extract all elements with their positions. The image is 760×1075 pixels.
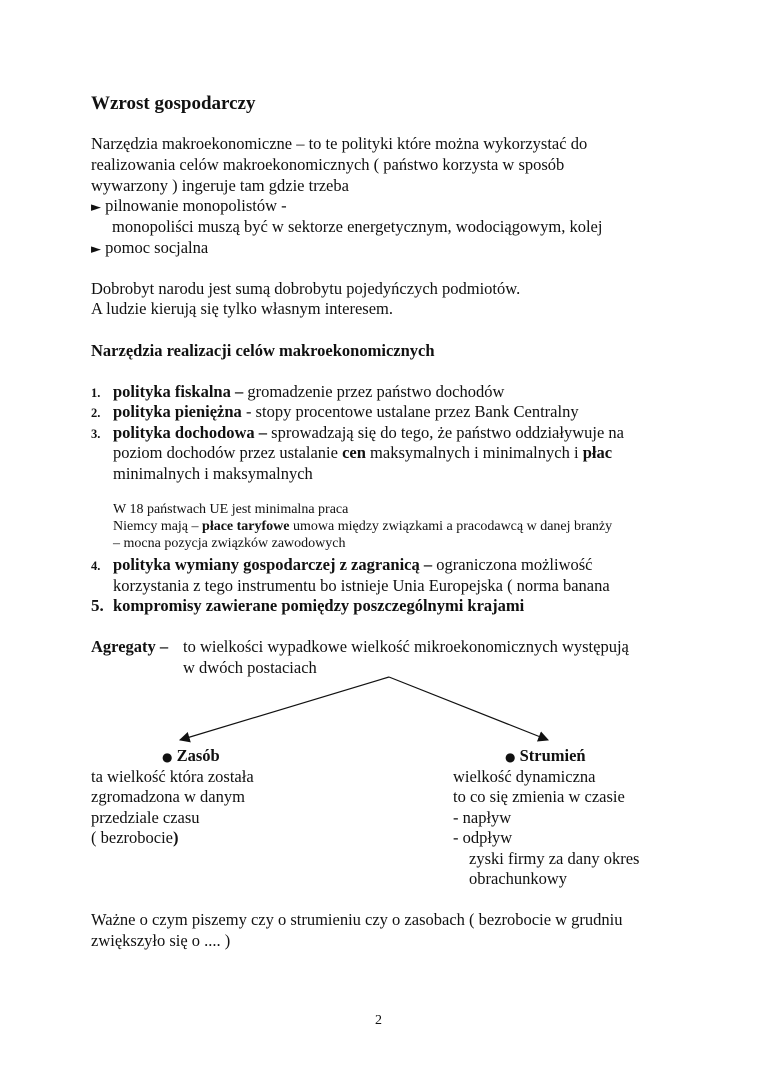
triangle-bullet-icon: ►	[91, 242, 101, 257]
text-segment: poziom dochodów przez ustalanie	[113, 443, 343, 462]
list-desc: gromadzenie przez państwo dochodów	[243, 382, 505, 401]
text-segment: umowa między związkami a pracodawcą w danej branży	[289, 519, 613, 534]
note-line-1: W 18 państwach UE jest minimalna praca	[113, 502, 349, 517]
list-number: 1.	[91, 386, 101, 400]
flow-line-6: obrachunkowy	[469, 869, 568, 888]
triangle-bullet-icon: ►	[91, 200, 101, 215]
list-desc: - stopy procentowe ustalane przez Bank Centralny	[241, 402, 579, 421]
text-segment: maksymalnych i minimalnych i	[365, 443, 583, 462]
stock-line-3: przedziale czasu	[91, 808, 200, 827]
text-bold: )	[173, 828, 179, 847]
bullet-dot-icon: ●	[162, 750, 173, 764]
stock-line-4	[91, 827, 179, 848]
closing-line-1: Ważne o czym piszemy czy o strumieniu czy o zasobach ( bezrobocie w grudniu	[91, 910, 623, 929]
note-line-3: – mocna pozycja związków zawodowych	[113, 536, 346, 551]
list-term: polityka pieniężna	[113, 402, 242, 421]
stock-line-2: zgromadzona w danym	[91, 787, 245, 806]
list-number: 2.	[91, 406, 101, 420]
flow-line-2: to co się zmienia w czasie	[453, 787, 625, 806]
intro-line-2: realizowania celów makroekonomicznych ( państwo korzysta w sposób	[91, 155, 565, 174]
text-segment: Niemcy mają –	[113, 519, 203, 534]
page-title: Wzrost gospodarczy	[91, 93, 256, 114]
flow-line-3: - napływ	[453, 808, 512, 827]
list-number: 3.	[91, 427, 101, 441]
stock-title: Zasób	[176, 746, 220, 765]
flow-line-1: wielkość dynamiczna	[453, 767, 596, 786]
wealth-line-1: Dobrobyt narodu jest sumą dobrobytu pojedyńczych podmiotów.	[91, 279, 521, 298]
bullet-dot-icon: ●	[505, 750, 516, 764]
list-term: polityka dochodowa –	[113, 423, 268, 442]
list-number: 5.	[91, 596, 104, 615]
section-heading: Narzędzia realizacji celów makroekonomicznych	[91, 341, 435, 360]
flow-heading	[505, 745, 586, 768]
list-item-3-line-3: minimalnych i maksymalnych	[113, 464, 313, 483]
aggregates-text-2: w dwóch postaciach	[183, 658, 317, 677]
list-number: 4.	[91, 559, 101, 573]
aggregates-text-1: to wielkości wypadkowe wielkość mikroekonomicznych występują	[183, 637, 629, 656]
list-desc: sprowadzają się do tego, że państwo oddziaływuje na	[267, 423, 624, 442]
stock-heading	[162, 745, 220, 768]
list-term: polityka fiskalna –	[113, 382, 244, 401]
flow-line-5: zyski firmy za dany okres	[469, 849, 640, 868]
text-bold: płac	[582, 443, 613, 462]
list-term: polityka wymiany gospodarczej z zagranicą –	[113, 555, 433, 574]
intro-line-1: Narzędzia makroekonomiczne – to te polityki które można wykorzystać do	[91, 134, 588, 153]
stock-line-1: ta wielkość która została	[91, 767, 254, 786]
arrow-to-flow	[389, 677, 548, 740]
bullet-continuation: monopoliści muszą być w sektorze energetycznym, wodociągowym, kolej	[112, 217, 603, 236]
aggregates-label: Agregaty –	[91, 637, 169, 656]
page-number: 2	[375, 1013, 382, 1028]
wealth-line-2: A ludzie kierują się tylko własnym interesem.	[91, 299, 393, 318]
bullet-text: pilnowanie monopolistów -	[105, 196, 287, 215]
flow-title: Strumień	[519, 746, 586, 765]
list-item-4-line-2: korzystania z tego instrumentu bo istnieje Unia Europejska ( norma banana	[113, 576, 610, 595]
list-desc: ograniczona możliwość	[432, 555, 593, 574]
arrow-to-stock	[180, 677, 389, 740]
text-bold: płace taryfowe	[202, 519, 290, 534]
flow-line-4: - odpływ	[453, 828, 513, 847]
text-bold: cen	[342, 443, 366, 462]
intro-line-3: wywarzony ) ingeruje tam gdzie trzeba	[91, 176, 349, 195]
text-segment: ( bezrobocie	[91, 828, 173, 847]
list-term: kompromisy zawierane pomiędzy poszczególnymi krajami	[113, 596, 525, 615]
bullet-text: pomoc socjalna	[105, 238, 209, 257]
closing-line-2: zwiększyło się o .... )	[91, 931, 231, 950]
